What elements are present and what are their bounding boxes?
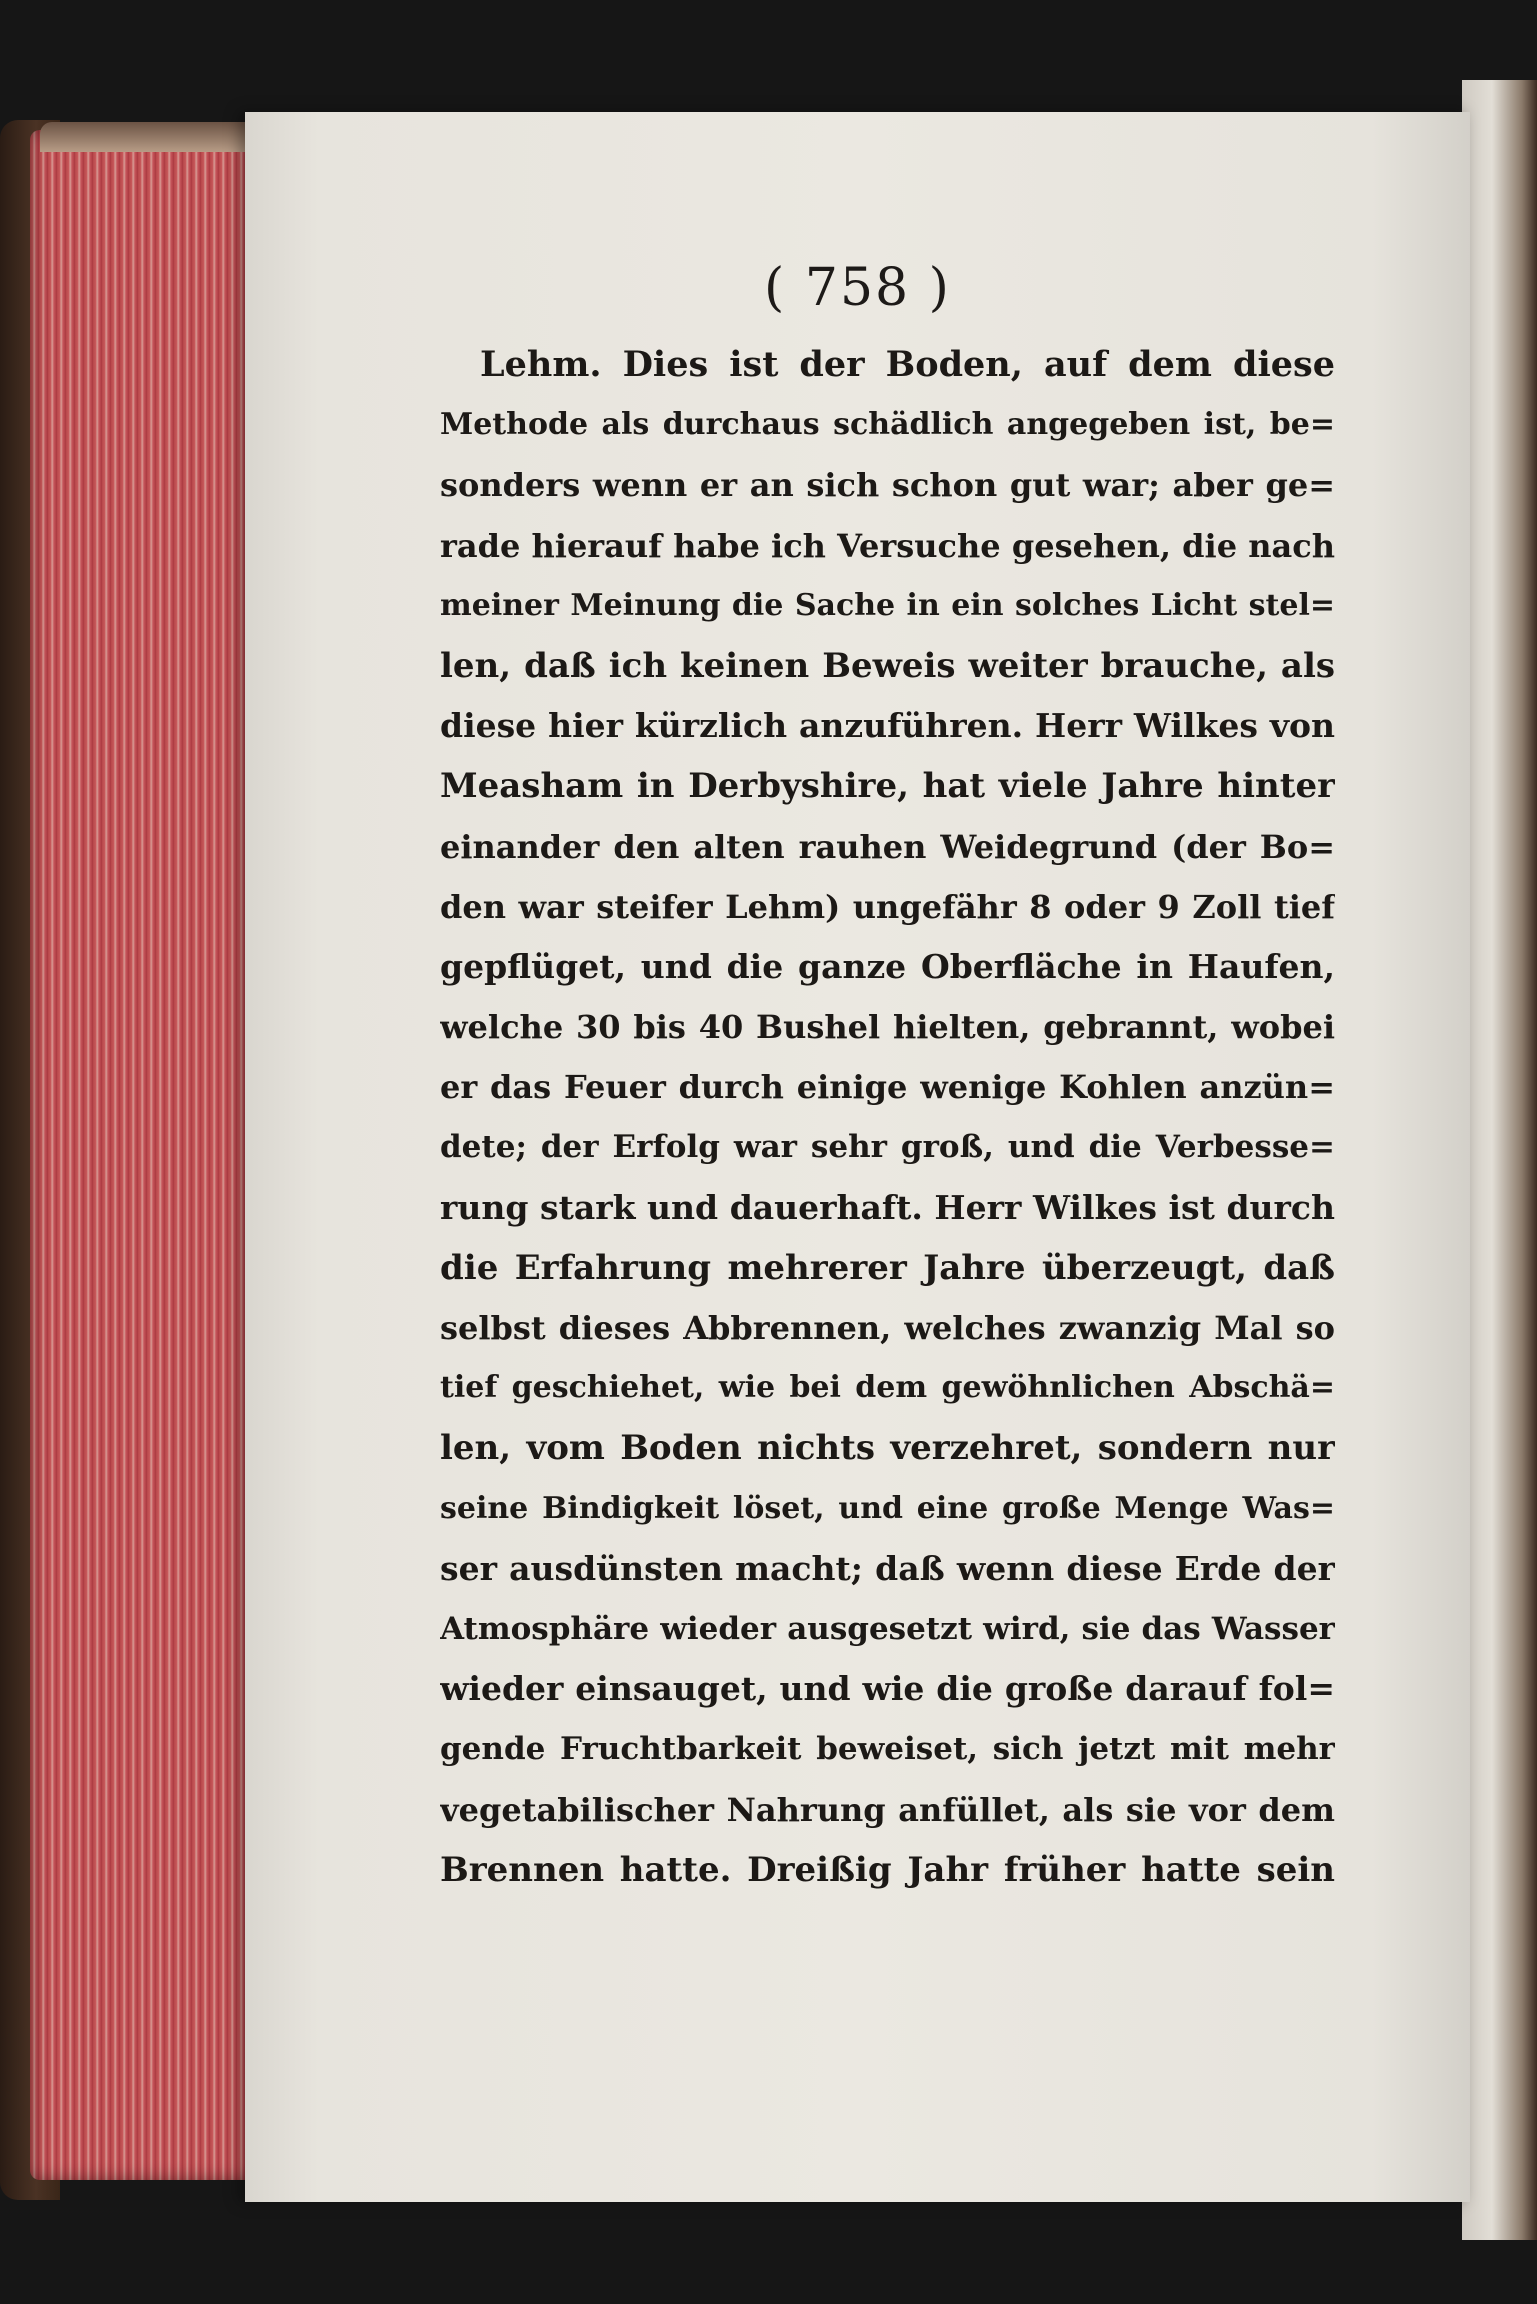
text-line: wieder einsauget, und wie die große darauf fol= (440, 1669, 1335, 1709)
text-line: vegetabilischer Nahrung anfüllet, als sie vor dem (440, 1790, 1335, 1829)
text-line: gepflüget, und die ganze Oberfläche in Haufen, (440, 946, 1335, 986)
text-line: Measham in Derbyshire, hat viele Jahre hinter (440, 766, 1335, 807)
text-line: Lehm. Dies ist der Boden, auf dem diese (480, 344, 1335, 385)
text-line: gende Fruchtbarkeit beweiset, sich jetzt mit mehr (440, 1731, 1335, 1768)
text-line: Atmosphäre wieder ausgesetzt wird, sie das Wasser (440, 1610, 1335, 1647)
text-line: er das Feuer durch einige wenige Kohlen anzün= (440, 1068, 1335, 1107)
text-line: tief geschiehet, wie bei dem gewöhnlichen Abschä= (440, 1370, 1335, 1406)
text-line: selbst dieses Abbrennen, welches zwanzig Mal so (440, 1309, 1335, 1347)
text-line: einander den alten rauhen Weidegrund (der Bo= (440, 827, 1335, 866)
text-line: den war steifer Lehm) ungefähr 8 oder 9 Zoll tief (440, 887, 1335, 926)
page-edges-top (40, 122, 255, 152)
text-line: sonders wenn er an sich schon gut war; aber ge= (440, 466, 1335, 505)
text-line: rade hierauf habe ich Versuche gesehen, die nach (440, 526, 1335, 565)
page-edges (30, 130, 260, 2180)
text-line: len, vom Boden nichts verzehret, sondern nur (440, 1428, 1335, 1469)
text-line: meiner Meinung die Sache in ein solches Licht stel= (440, 587, 1335, 623)
text-line: rung stark und dauerhaft. Herr Wilkes ist durch (440, 1187, 1335, 1227)
page-number: ( 758 ) (764, 258, 951, 318)
body-text (440, 335, 1335, 1900)
text-line: welche 30 bis 40 Bushel hielten, gebrannt, wobei (440, 1008, 1335, 1047)
text-line: die Erfahrung mehrerer Jahre überzeugt, daß (440, 1247, 1335, 1288)
text-line: Methode als durchaus schädlich angegeben ist, be= (440, 407, 1335, 443)
text-line: ser ausdünsten macht; daß wenn diese Erde der (440, 1548, 1335, 1588)
facing-page-edge (1462, 80, 1537, 2240)
text-line: len, daß ich keinen Beweis weiter brauche, als (440, 645, 1335, 686)
text-line: Brennen hatte. Dreißig Jahr früher hatte sein (440, 1849, 1335, 1890)
text-line: seine Bindigkeit löset, und eine große Menge Was= (440, 1490, 1335, 1526)
text-line: diese hier kürzlich anzuführen. Herr Wilkes von (440, 706, 1335, 746)
text-line: dete; der Erfolg war sehr groß, und die Verbesse= (440, 1129, 1335, 1166)
